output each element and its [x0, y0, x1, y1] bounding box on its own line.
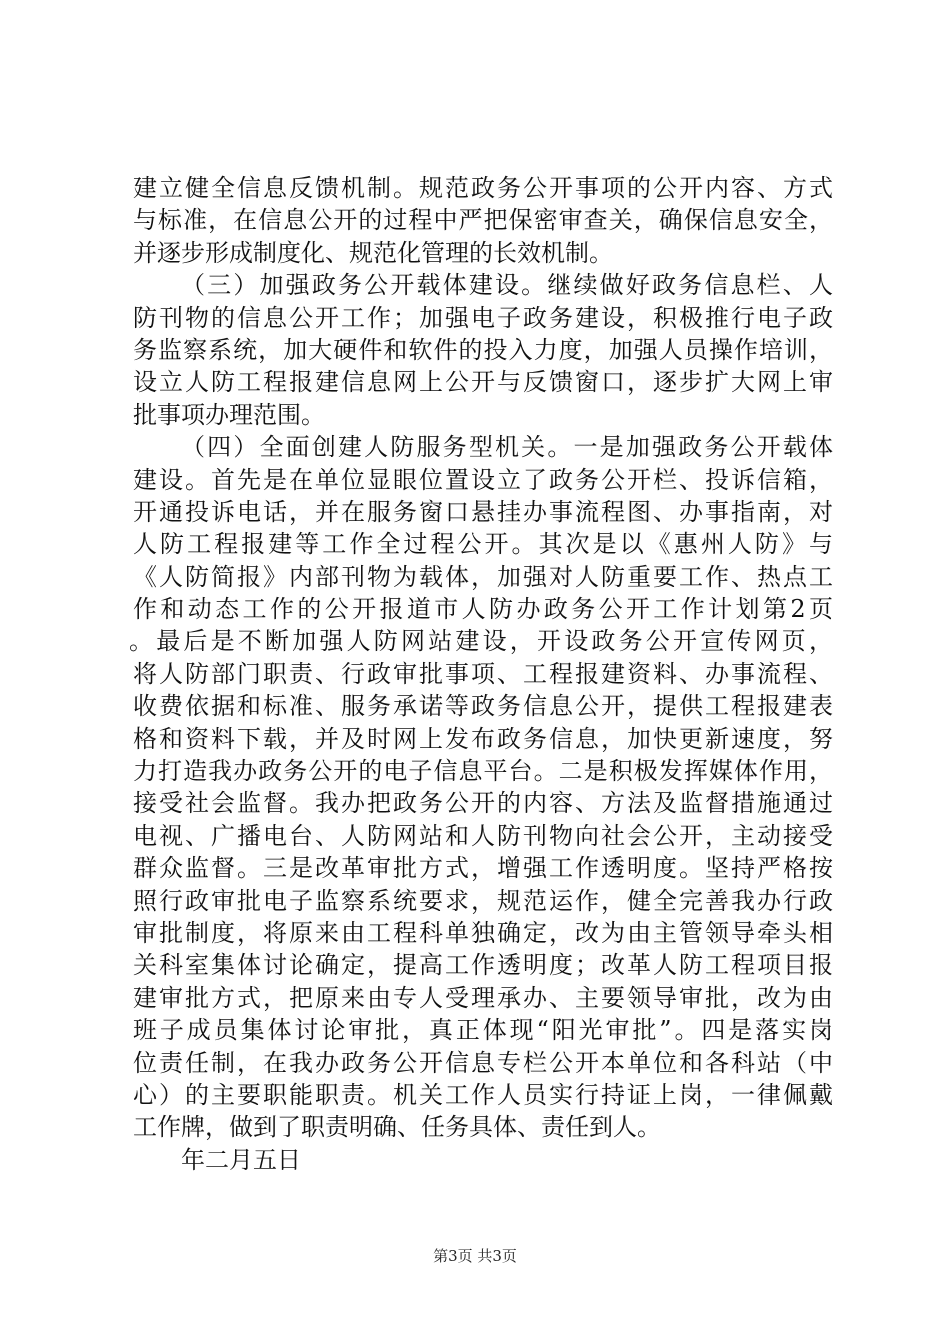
text-line: 并逐步形成制度化、规范化管理的长效机制。	[133, 238, 613, 267]
text-line: 心）的主要职能职责。机关工作人员实行持证上岗，一律佩戴	[133, 1080, 833, 1109]
text-line: 设立人防工程报建信息网上公开与反馈窗口，逐步扩大网上审	[133, 368, 833, 397]
date-line: 年二月五日	[181, 1145, 301, 1174]
text-line: 审批制度，将原来由工程科单独确定，改为由主管领导牵头相	[133, 918, 833, 947]
text-line: 作和动态工作的公开报道市人防办政务公开工作计划第2页	[133, 595, 833, 624]
text-line: 群众监督。三是改革审批方式，增强工作透明度。坚持严格按	[133, 854, 833, 883]
text-line: 建设。首先是在单位显眼位置设立了政务公开栏、投诉信箱，	[133, 465, 833, 494]
text-line: 开通投诉电话，并在服务窗口悬挂办事流程图、办事指南，对	[133, 497, 833, 526]
text-line: 建立健全信息反馈机制。规范政务公开事项的公开内容、方式	[133, 174, 833, 202]
text-line: （四）全面创建人防服务型机关。一是加强政务公开载体	[181, 433, 833, 462]
text-line: 电视、广播电台、人防网站和人防刊物向社会公开，主动接受	[133, 821, 833, 850]
text-line: 照行政审批电子监察系统要求，规范运作，健全完善我办行政	[133, 886, 833, 915]
text-line: 《人防简报》内部刊物为载体，加强对人防重要工作、热点工	[133, 562, 833, 591]
text-line: 班子成员集体讨论审批，真正体现“阳光审批”。四是落实岗	[133, 1016, 833, 1045]
text-line: 位责任制，在我办政务公开信息专栏公开本单位和各科站（中	[133, 1048, 833, 1077]
text-line: （三）加强政务公开载体建设。继续做好政务信息栏、人	[181, 271, 833, 300]
text-line: 收费依据和标准、服务承诺等政务信息公开，提供工程报建表	[133, 692, 833, 721]
text-line: 力打造我办政务公开的电子信息平台。二是积极发挥媒体作用，	[133, 757, 833, 786]
document-body	[129, 172, 833, 1176]
text-line: 接受社会监督。我办把政务公开的内容、方法及监督措施通过	[133, 789, 833, 818]
text-line: 务监察系统，加大硬件和软件的投入力度，加强人员操作培训，	[133, 335, 833, 364]
page-number-footer: 第3页 共3页	[433, 1247, 517, 1265]
text-line: 人防工程报建等工作全过程公开。其次是以《惠州人防》与	[133, 530, 833, 559]
text-line: 格和资料下载，并及时网上发布政务信息，加快更新速度，努	[133, 724, 833, 753]
text-line: 将人防部门职责、行政审批事项、工程报建资料、办事流程、	[133, 659, 833, 688]
text-line: 防刊物的信息公开工作；加强电子政务建设，积极推行电子政	[133, 303, 833, 332]
text-line: 。最后是不断加强人防网站建设，开设政务公开宣传网页，	[129, 627, 833, 656]
text-line: 工作牌，做到了职责明确、任务具体、责任到人。	[133, 1113, 661, 1142]
text-line: 关科室集体讨论确定，提高工作透明度；改革人防工程项目报	[133, 951, 833, 980]
text-line: 批事项办理范围。	[133, 400, 325, 429]
text-line: 与标准，在信息公开的过程中严把保密审查关，确保信息安全，	[133, 206, 833, 235]
text-line: 建审批方式，把原来由专人受理承办、主要领导审批，改为由	[133, 983, 833, 1012]
